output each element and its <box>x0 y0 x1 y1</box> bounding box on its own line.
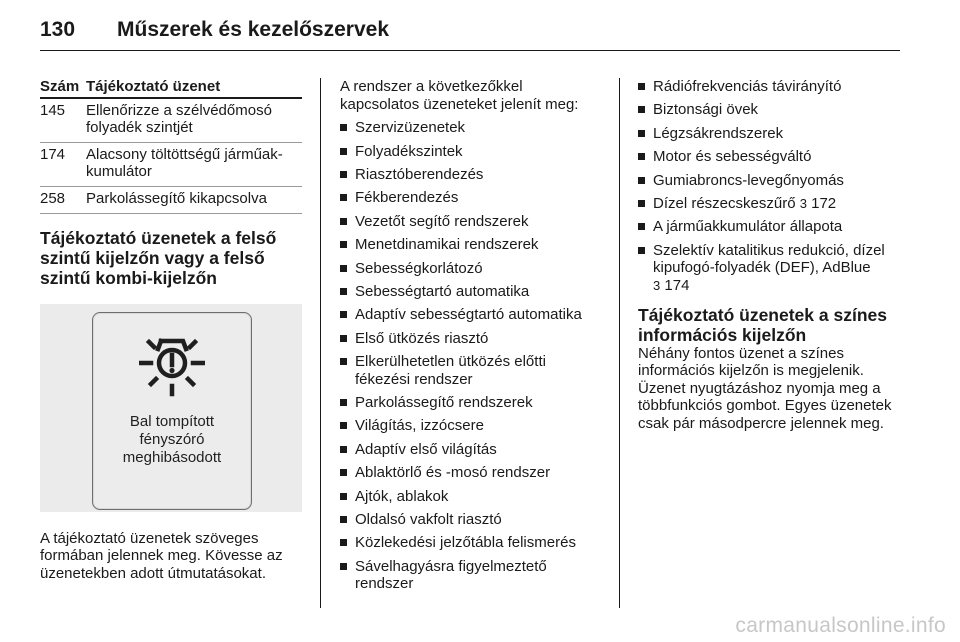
paragraph-color-display: Néhány fontos üzenet a színes információs kijelzőn is megjelenik. Üzenet nyugtázáshoz nyomja meg a többfunkciós gombot. Egyes üzenetek csak pár másodpercre jelennek meg. <box>638 344 892 432</box>
display-line: fényszóró <box>139 430 205 448</box>
column-divider <box>619 78 620 608</box>
list-item: Menetdinamikai rendszerek <box>340 236 602 254</box>
list-item: A járműakkumulátor állapota <box>638 218 900 236</box>
list-item: Adaptív sebességtartó automatika <box>340 306 602 324</box>
list-item: Fékberendezés <box>340 189 602 207</box>
list-item: Sávelhagyásra figyelmeztető rendszer <box>340 558 602 593</box>
table-header-message: Tájékoztató üzenet <box>86 78 302 98</box>
list-item: Sebességtartó automatika <box>340 283 602 301</box>
section-heading-upper-display: Tájékoztató üzenetek a felső szintű kijelzőn vagy a felső szintű kombi-kijelzőn <box>40 227 277 288</box>
page-reference-icon: 3 <box>799 195 807 211</box>
column-2 <box>340 78 602 599</box>
list-item: Világítás, izzócsere <box>340 417 602 435</box>
list-item: Szervizüzenetek <box>340 119 602 137</box>
table-cell-number: 174 <box>40 142 86 186</box>
list-item: Ablaktörlő és -mosó rendszer <box>340 464 602 482</box>
list-item: Motor és sebességváltó <box>638 148 900 166</box>
table-cell-number: 145 <box>40 98 86 143</box>
message-category-list-continued <box>638 78 900 295</box>
message-category-list <box>340 119 602 593</box>
list-item: Biztonsági övek <box>638 101 900 119</box>
table-header-number: Szám <box>40 78 86 98</box>
list-item: Adaptív első világítás <box>340 441 602 459</box>
display-line: Bal tompított <box>129 412 215 430</box>
dipped-beam-warning-icon <box>139 327 205 399</box>
list-item <box>638 195 900 213</box>
list-item: Közlekedési jelzőtábla felismerés <box>340 534 602 552</box>
list-item: Riasztóberendezés <box>340 166 602 184</box>
list-item: Rádiófrekvenciás távirányító <box>638 78 900 96</box>
paragraph-intro: A rendszer a következőkkel kapcsolatos üzeneteket jelenít meg: <box>340 78 579 113</box>
page-reference: 172 <box>811 194 837 212</box>
page-reference: 174 <box>664 276 690 294</box>
list-item: Ajtók, ablakok <box>340 488 602 506</box>
table-row <box>40 142 302 186</box>
display-illustration <box>40 304 302 512</box>
display-line: meghibásodott <box>122 448 222 466</box>
display-message <box>93 413 251 467</box>
table-cell-message: Alacsony töltöttségű járműak-kumulátor <box>86 142 302 186</box>
page-title: Műszerek és kezelőszervek <box>117 18 390 41</box>
table-row <box>40 98 302 143</box>
list-item: Vezetőt segítő rendszerek <box>340 213 602 231</box>
list-item: Elkerülhetetlen ütközés előtti fékezési rendszer <box>340 353 602 388</box>
list-item: Oldalsó vakfolt riasztó <box>340 511 602 529</box>
table-header-row <box>40 78 302 98</box>
message-table <box>40 78 302 214</box>
column-3 <box>638 78 900 432</box>
table-cell-number: 258 <box>40 186 86 213</box>
list-item-text: Szelektív katalitikus redukció, dízel kipufogó-folyadék (DEF), AdBlue <box>653 241 885 277</box>
list-item: Gumiabroncs-levegőnyomás <box>638 172 900 190</box>
column-1 <box>40 78 302 582</box>
page-number: 130 <box>40 18 76 41</box>
section-heading-color-display: Tájékoztató üzenetek a színes információs kijelzőn <box>638 304 887 345</box>
list-item: Sebességkorlátozó <box>340 260 602 278</box>
table-cell-message: Parkolássegítő kikapcsolva <box>86 186 302 213</box>
display-panel <box>92 312 252 510</box>
list-item: Első ütközés riasztó <box>340 330 602 348</box>
page-reference-icon: 3 <box>653 277 661 293</box>
list-item-text: Dízel részecskeszűrő <box>653 194 796 212</box>
list-item: Folyadékszintek <box>340 143 602 161</box>
list-item: Légzsákrendszerek <box>638 125 900 143</box>
table-row <box>40 186 302 213</box>
paragraph-text-messages: A tájékoztató üzenetek szöveges formában jelennek meg. Kövesse az üzenetekben adott útmutatásokat. <box>40 529 283 582</box>
page-header <box>40 16 900 51</box>
column-divider <box>320 78 321 608</box>
list-item: Parkolássegítő rendszerek <box>340 394 602 412</box>
list-item <box>638 242 900 295</box>
watermark: carmanualsonline.info <box>735 614 946 637</box>
table-cell-message: Ellenőrizze a szélvédőmosó folyadék szintjét <box>86 98 302 143</box>
